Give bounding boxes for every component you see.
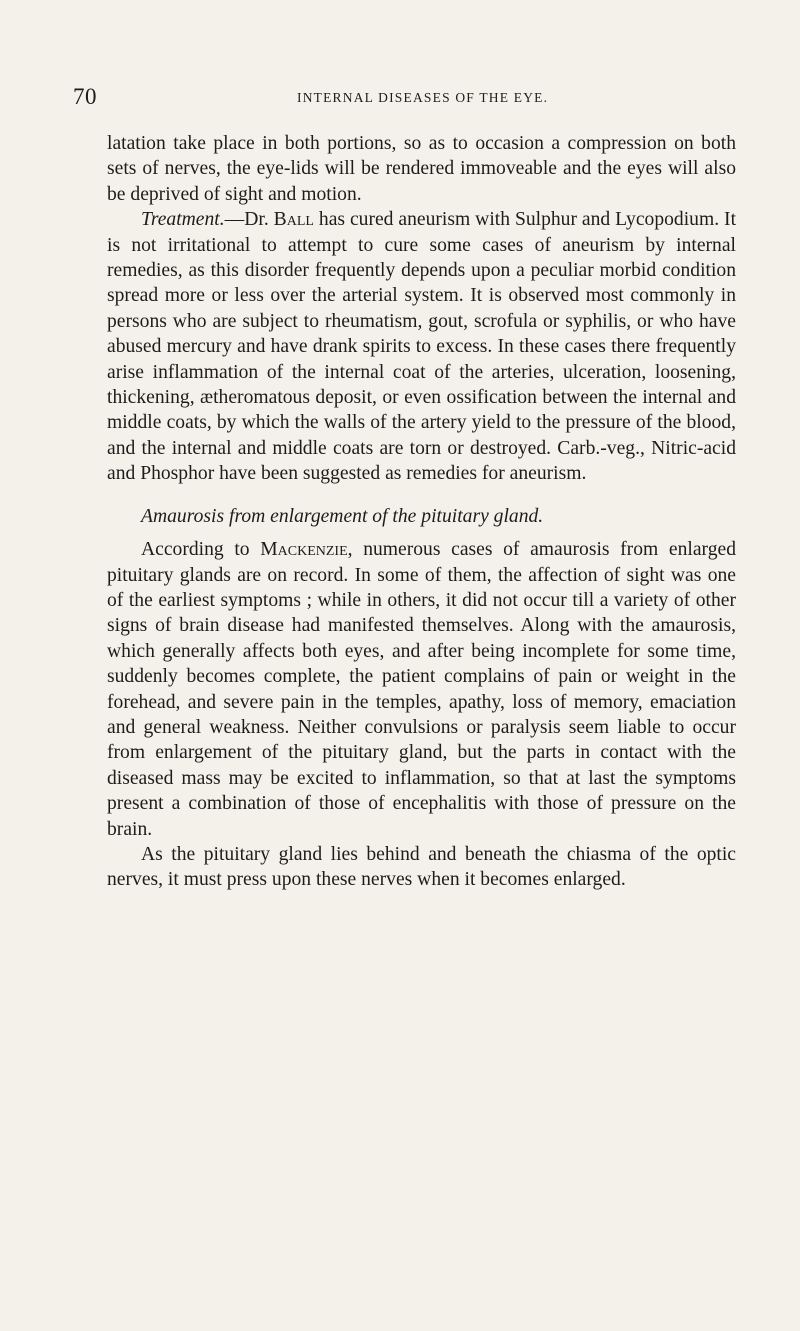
paragraph-amaurosis xyxy=(107,537,736,842)
treatment-dash: —Dr. xyxy=(224,209,274,231)
treatment-text: has cured aneurism with Sulphur and Lycopodium. It is not irritational to attempt to cure some cases of aneurism by internal remedies, as this disorder frequently depends upon a peculiar morbid condition spread more or less over the arterial system. It is observed most commonly in persons who are subject to rheumatism, gout, scrofula or syphilis, or who have abused mercury and have drank spirits to excess. In these cases there frequently arise inflammation of the internal coat of the arteries, ulceration, loosening, thickening, ætheromatous deposit, or even ossification between the internal and middle coats, by which the walls of the artery yield to the pressure of the blood, and the internal and middle coats are torn or destroyed. Carb.-veg., Nitric-acid and Phosphor have been suggested as remedies for aneurism. xyxy=(107,209,737,485)
running-title: INTERNAL DISEASES OF THE EYE. xyxy=(297,90,549,105)
amaurosis-text: , numerous cases of amaurosis from enlarged pituitary glands are on record. In some of them, the affection of sight was one of the earliest symptoms ; while in others, it did not occur till a variety of other signs of brain disease had manifested themselves. Along with the amaurosis, which generally affects both eyes, and after being incomplete for some time, suddenly becomes complete, the patient complains of pain or weight in the forehead, and severe pain in the temples, apathy, loss of memory, emaciation and general weakness. Neither convulsions or paralysis seem liable to occur from enlargement of the pituitary gland, but the parts in contact with the diseased mass may be excited to inflammation, so that at last the symptoms present a combination of those of encephalitis with those of pressure on the brain. xyxy=(107,539,736,840)
paragraph-pituitary: As the pituitary gland lies behind and beneath the chiasma of the optic nerves, it must press upon these nerves when it becomes enlarged. xyxy=(107,843,736,891)
author-name-mackenzie: Mackenzie xyxy=(260,539,348,561)
running-head xyxy=(73,86,736,116)
author-name-ball: Ball xyxy=(273,209,314,231)
section-heading: Amaurosis from enlargement of the pituitary gland. xyxy=(141,505,544,527)
treatment-label: Treatment. xyxy=(141,209,225,231)
body-text xyxy=(107,131,736,893)
amaurosis-lead: According to xyxy=(141,539,261,561)
paragraph-treatment xyxy=(107,207,736,486)
page-number: 70 xyxy=(73,84,97,109)
paragraph-continuation: latation take place in both portions, so as to occasion a compression on both sets of nerves, the eye-lids will be rendered immoveable and the eyes will also be deprived of sight and motion. xyxy=(107,133,736,205)
